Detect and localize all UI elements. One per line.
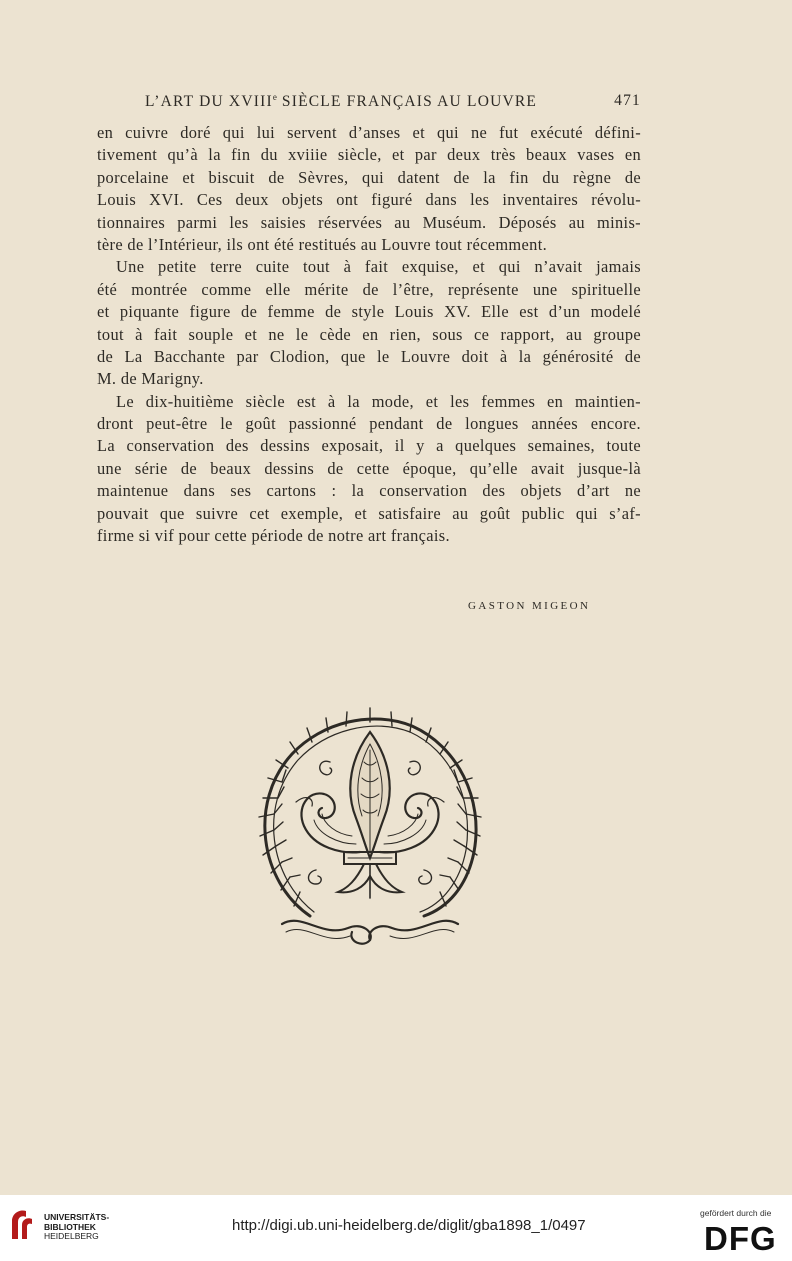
text-line: tivement qu’à la fin du xviiie siècle, et par deux très beaux vases en bbox=[97, 145, 641, 165]
text-line: une série de beaux dessins de cette époque, qu’elle avait jusque-là bbox=[97, 458, 641, 478]
text-line: maintenue dans ses cartons : la conservation des objets d’art ne bbox=[97, 481, 641, 501]
paragraph bbox=[97, 256, 641, 390]
text-line: La conservation des dessins exposait, il y a quelques semaines, toute bbox=[97, 436, 641, 456]
fleur-de-lis-wreath-icon bbox=[252, 702, 488, 948]
body-text bbox=[97, 122, 641, 547]
text-line: en cuivre doré qui lui servent d’anses et qui ne fut exécuté défini- bbox=[97, 123, 641, 142]
text-line: dront peut-être le goût passionné pendant de longues années encore. bbox=[97, 414, 641, 434]
footer-bar bbox=[0, 1195, 792, 1261]
paragraph bbox=[97, 391, 641, 548]
text-line: M. de Marigny. bbox=[97, 369, 204, 389]
dfg-logo: DFG bbox=[704, 1220, 777, 1257]
funding-note: gefördert durch die bbox=[700, 1208, 772, 1218]
text-line: porcelaine et biscuit de Sèvres, qui datent de la fin du règne de bbox=[97, 167, 641, 187]
text-line: été montrée comme elle mérite de l’être, représente une spirituelle bbox=[97, 279, 641, 299]
paragraph bbox=[97, 122, 641, 256]
text-line: firme si vif pour cette période de notre art français. bbox=[97, 526, 450, 546]
text-line: Le dix-huitième siècle est à la mode, et les femmes en maintien- bbox=[116, 391, 641, 411]
library-name: UNIVERSITÄTS- BIBLIOTHEK HEIDELBERG bbox=[44, 1212, 110, 1241]
document-url-link[interactable]: http://digi.ub.uni-heidelberg.de/diglit/gba1898_1/0497 bbox=[232, 1217, 586, 1234]
text-line: tionnaires parmi les saisies réservées au Muséum. Déposés au minis- bbox=[97, 212, 641, 232]
text-line: Une petite terre cuite tout à fait exquise, et qui n’avait jamais bbox=[116, 257, 641, 277]
text-line: pouvait que suivre cet exemple, et satisfaire au goût public qui s’af- bbox=[97, 503, 641, 523]
text-line: et piquante figure de femme de style Louis XV. Elle est d’un modelé bbox=[97, 302, 641, 322]
author-signature: GASTON MIGEON bbox=[468, 600, 591, 612]
page-number: 471 bbox=[614, 92, 641, 109]
university-library-logo-icon bbox=[8, 1207, 36, 1243]
running-title: L’ART DU XVIIIe SIÈCLE FRANÇAIS AU LOUVRE bbox=[145, 92, 538, 111]
text-line: tère de l’Intérieur, ils ont été restitués au Louvre tout récemment. bbox=[97, 234, 548, 254]
text-line: Louis XVI. Ces deux objets ont figuré dans les inventaires révolu- bbox=[97, 190, 641, 210]
text-line: tout à fait souple et ne le cède en rien, sous ce rapport, au groupe bbox=[97, 324, 641, 344]
text-line: de La Bacchante par Clodion, que le Louvre doit à la générosité de bbox=[97, 346, 641, 366]
running-head bbox=[97, 92, 641, 114]
